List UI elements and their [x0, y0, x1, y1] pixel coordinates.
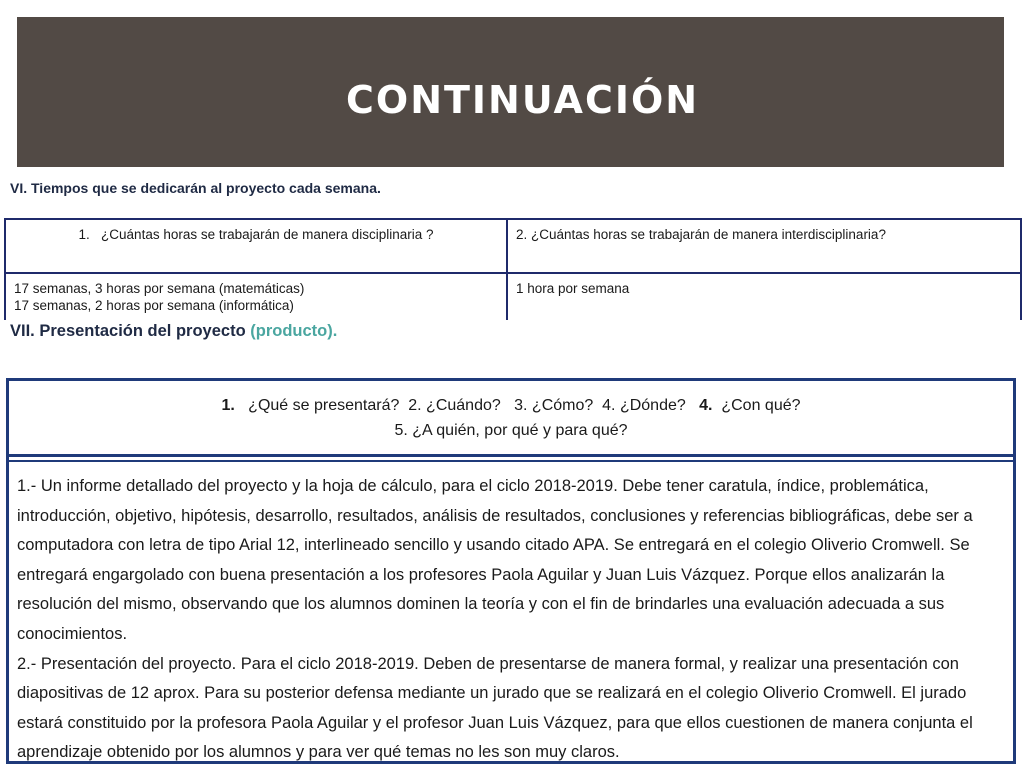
- section-vii-heading: VII. Presentación del proyecto (producto).: [10, 322, 338, 340]
- table-row: [5, 273, 1021, 320]
- section-vi-heading: VI. Tiempos que se dedicarán al proyecto cada semana.: [10, 180, 381, 196]
- answer-presentation: 2.- Presentación del proyecto. Para el ciclo 2018-2019. Deben de presentarse de manera formal, y realizar una presentación con diapositivas de 12 aprox. Para su posterior defensa mediante un jurado que se realizará en el colegio Oliverio Cromwell. El jurado estará constituido por la profesora Paola Aguilar y el profesor Juan Luis Vázquez, para que ellos cuestionen de manera conjunta el aprendizaje obtenido por los alumnos y para ver qué temas no les son muy claros.: [17, 654, 973, 762]
- answer-report: 1.- Un informe detallado del proyecto y la hoja de cálculo, para el ciclo 2018-2019. Debe tener caratula, índice, problemática, introducción, objetivo, hipótesis, desarrollo, resultados, análisis de resultados, conclusiones y referencias bibliográficas, debe ser a computadora con letra de tipo Arial 12, interlineado sencillo y usando citado APA. Se entregará en el colegio Oliverio Cromwell. Se entregará engargolado con buena presentación a los profesores Paola Aguilar y Juan Luis Vázquez. Porque ellos analizarán la resolución del mismo, observando que los alumnos dominen la teoría y con el fin de brindarles una evaluación adecuada a sus conocimientos.: [17, 477, 973, 643]
- question-disciplinary-hours: 1. ¿Cuántas horas se trabajarán de manera disciplinaria ?: [5, 219, 507, 273]
- presentation-table: [6, 378, 1016, 764]
- weekly-hours-table: [4, 218, 1022, 320]
- heading-accent: (producto).: [250, 322, 338, 340]
- presentation-answers: [9, 460, 1013, 768]
- answer-disciplinary-hours: 17 semanas, 3 horas por semana (matemáticas) 17 semanas, 2 horas por semana (informática): [5, 273, 507, 320]
- presentation-questions: 1. ¿Qué se presentará? 2. ¿Cuándo? 3. ¿Cómo? 4. ¿Dónde? 4. ¿Con qué? 5. ¿A quién, por qué y para qué?: [9, 381, 1013, 457]
- answer-interdisciplinary-hours: 1 hora por semana: [507, 273, 1021, 320]
- question-interdisciplinary-hours: 2. ¿Cuántas horas se trabajarán de manera interdisciplinaria?: [507, 219, 1021, 273]
- table-row: [5, 219, 1021, 273]
- slide-title: CONTINUACIÓN: [346, 78, 700, 122]
